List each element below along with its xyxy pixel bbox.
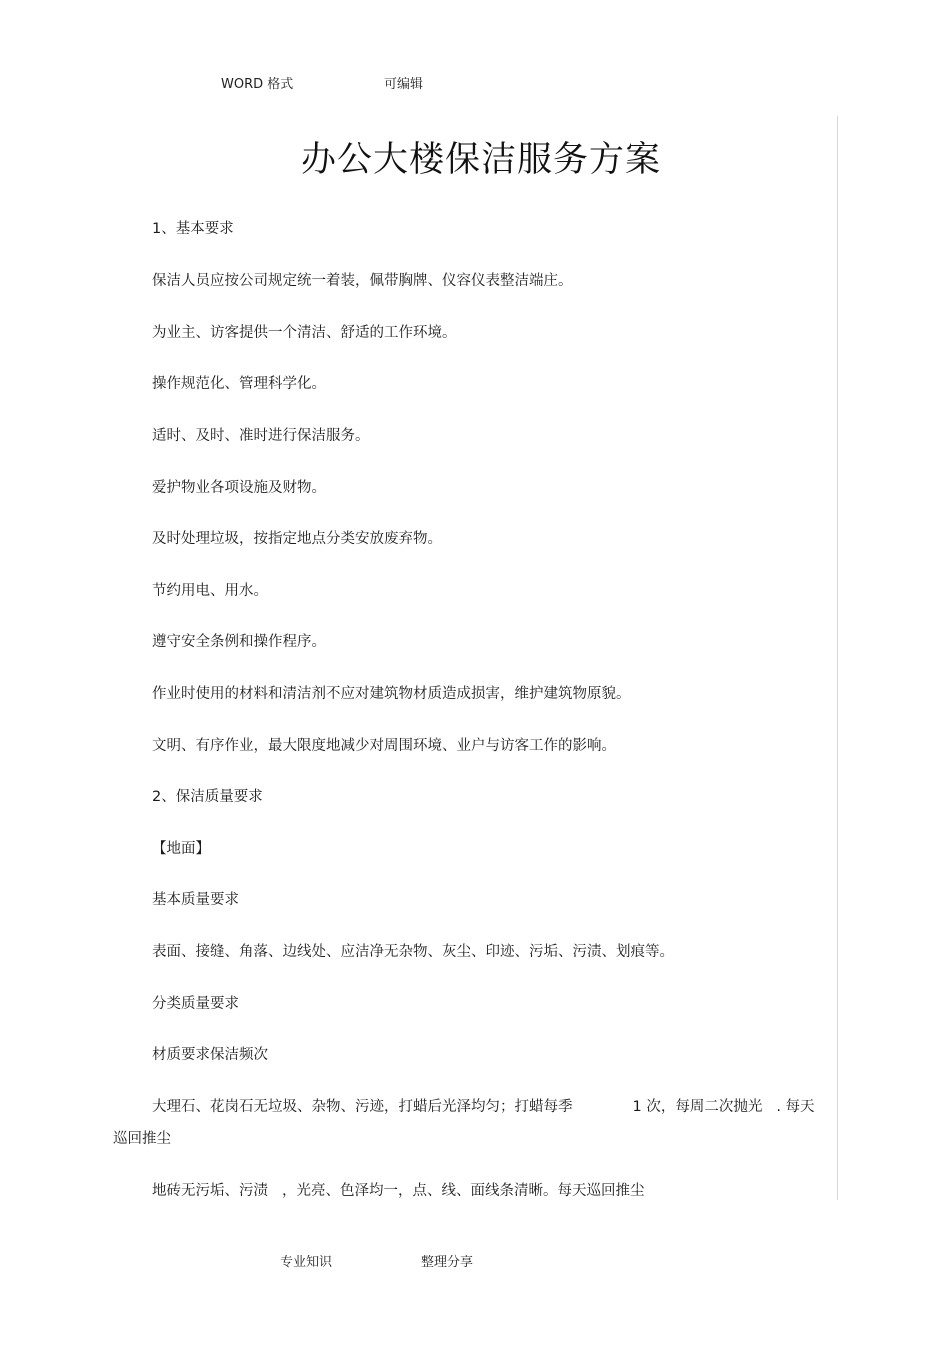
paragraph: 表面、接缝、角落、边线处、应洁净无杂物、灰尘、印迹、污垢、污渍、划痕等。 — [152, 944, 674, 960]
document-title: 办公大楼保洁服务方案 — [300, 140, 661, 180]
footer-left: 专业知识 — [280, 1255, 333, 1270]
paragraph: 及时处理垃圾，按指定地点分类安放废弃物。 — [152, 531, 442, 547]
paragraph: 材质要求保洁频次 — [152, 1047, 268, 1063]
text-segment: 大理石、花岗石无垃圾、杂物、污迹，打蜡后光泽均匀；打蜡每季 — [152, 1099, 573, 1115]
paragraph: 爱护物业各项设施及财物。 — [152, 480, 326, 496]
paragraph-marble — [113, 1097, 833, 1149]
paragraph-marble-line2: 巡回推尘 — [113, 1131, 171, 1147]
paragraph: 基本质量要求 — [152, 892, 239, 908]
paragraph-marble-line1 — [113, 1097, 833, 1117]
section-heading-quality: 2、保洁质量要求 — [152, 789, 263, 805]
paragraph: 分类质量要求 — [152, 996, 239, 1012]
text-segment: 地砖无污垢、污渍 — [152, 1183, 268, 1199]
paragraph: 保洁人员应按公司规定统一着装，佩带胸牌、仪容仪表整洁端庄。 — [152, 273, 573, 289]
subsection-heading-floor: 【地面】 — [152, 841, 210, 857]
text-segment: . 每天 — [776, 1099, 815, 1115]
section-heading-basic: 1、基本要求 — [152, 221, 234, 237]
paragraph: 适时、及时、准时进行保洁服务。 — [152, 428, 370, 444]
text-segment: ，光亮、色泽均一，点、线、面线条清晰。每天巡回推尘 — [282, 1183, 645, 1199]
header-left: WORD 格式 — [221, 77, 294, 92]
paragraph: 文明、有序作业，最大限度地减少对周围环境、业户与访客工作的影响。 — [152, 738, 616, 754]
paragraph: 遵守安全条例和操作程序。 — [152, 634, 326, 650]
header-right: 可编辑 — [384, 77, 424, 92]
paragraph: 为业主、访客提供一个清洁、舒适的工作环境。 — [152, 325, 457, 341]
paragraph: 操作规范化、管理科学化。 — [152, 376, 326, 392]
footer-right: 整理分享 — [421, 1255, 474, 1270]
paragraph: 节约用电、用水。 — [152, 583, 268, 599]
page-right-border — [837, 116, 838, 1200]
paragraph: 作业时使用的材料和清洁剂不应对建筑物材质造成损害，维护建筑物原貌。 — [152, 686, 631, 702]
text-segment: 1 次，每周二次抛光 — [632, 1099, 763, 1115]
paragraph-tile — [152, 1181, 645, 1201]
